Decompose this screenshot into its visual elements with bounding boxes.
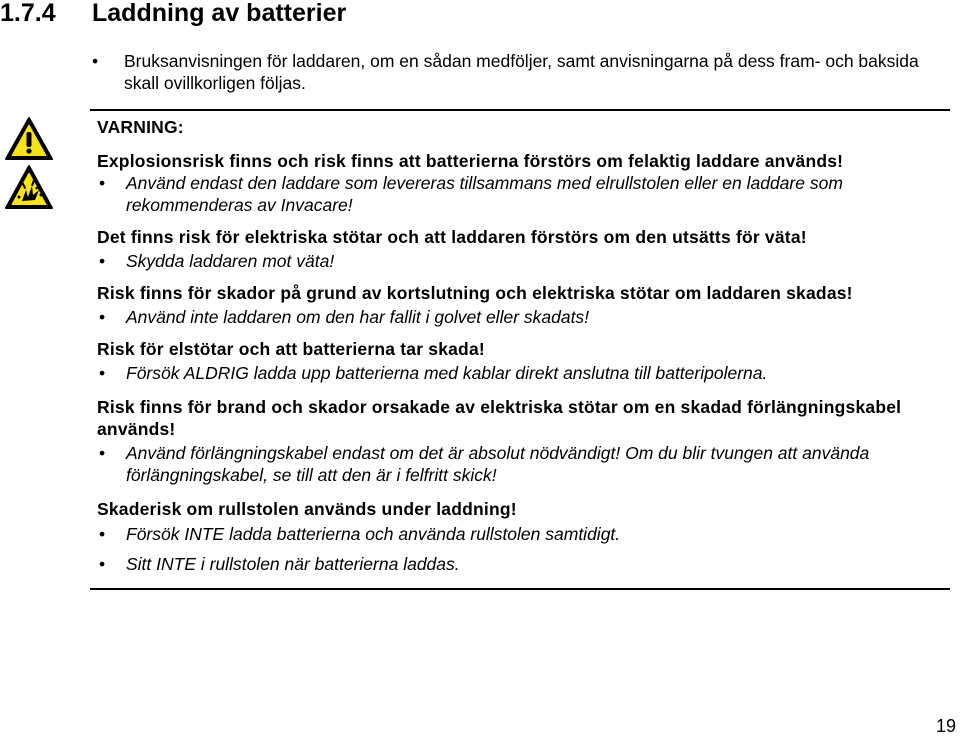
warning-title: VARNING:	[97, 117, 184, 137]
intro-text: Bruksanvisningen för laddaren, om en sådan medföljer, samt anvisningarna på dess fram- och baksida skall ovillkorligen följas.	[124, 51, 919, 93]
warning-bottom-rule	[90, 588, 950, 590]
warning-item-text: Sitt INTE i rullstolen när batterierna laddas.	[126, 554, 460, 574]
warning-heading-explosion: Explosionsrisk finns och risk finns att batterierna förstörs om felaktig laddare används!	[97, 151, 844, 171]
section-number: 1.7.4	[0, 0, 56, 27]
bullet: •	[99, 554, 106, 574]
warning-heading-fire: Risk finns för brand och skador orsakade av elektriska stötar om en skadad förlängningskabel används!	[97, 397, 902, 439]
section-title: Laddning av batterier	[92, 0, 347, 27]
warning-list-item	[97, 306, 952, 328]
bullet: •	[99, 443, 106, 463]
warning-triangle-icon	[4, 116, 54, 162]
bullet: •	[99, 524, 106, 544]
warning-list-item	[97, 362, 952, 384]
intro-list-item	[92, 50, 952, 94]
bullet: •	[92, 51, 99, 71]
warning-item-text: Använd endast den laddare som levereras tillsammans med elrullstolen eller en laddare som rekommenderas av Invacare!	[126, 173, 843, 215]
bullet: •	[99, 251, 106, 271]
warning-item-text: Använd inte laddaren om den har fallit i golvet eller skadats!	[126, 307, 590, 327]
bullet: •	[99, 307, 106, 327]
warning-list-item	[97, 553, 952, 575]
warning-list-item	[97, 523, 952, 545]
warning-list-item	[97, 442, 952, 486]
warning-heading-injury: Skaderisk om rullstolen används under laddning!	[97, 499, 517, 519]
warning-heading-shock: Risk för elstötar och att batterierna tar skada!	[97, 339, 485, 359]
warning-box	[97, 116, 952, 575]
explosion-hazard-icon	[4, 164, 54, 214]
bullet: •	[99, 173, 106, 193]
warning-icons	[4, 116, 58, 214]
warning-item-text: Skydda laddaren mot väta!	[126, 251, 335, 271]
bullet: •	[99, 363, 106, 383]
warning-item-text: Använd förlängningskabel endast om det är absolut nödvändigt! Om du blir tvungen att använda förlängningskabel, se till att den är i felfritt skick!	[126, 443, 870, 485]
page-number: 19	[935, 716, 956, 736]
warning-item-text: Försök ALDRIG ladda upp batterierna med kablar direkt anslutna till batteripolerna.	[126, 363, 768, 383]
warning-heading-moisture: Det finns risk för elektriska stötar och att laddaren förstörs om den utsätts för väta!	[97, 227, 807, 247]
warning-list-item	[97, 250, 952, 272]
warning-heading-short-circuit: Risk finns för skador på grund av kortslutning och elektriska stötar om laddaren skadas!	[97, 283, 853, 303]
warning-item-text: Försök INTE ladda batterierna och använda rullstolen samtidigt.	[126, 524, 621, 544]
warning-top-rule	[90, 109, 950, 111]
warning-list-item	[97, 172, 952, 216]
